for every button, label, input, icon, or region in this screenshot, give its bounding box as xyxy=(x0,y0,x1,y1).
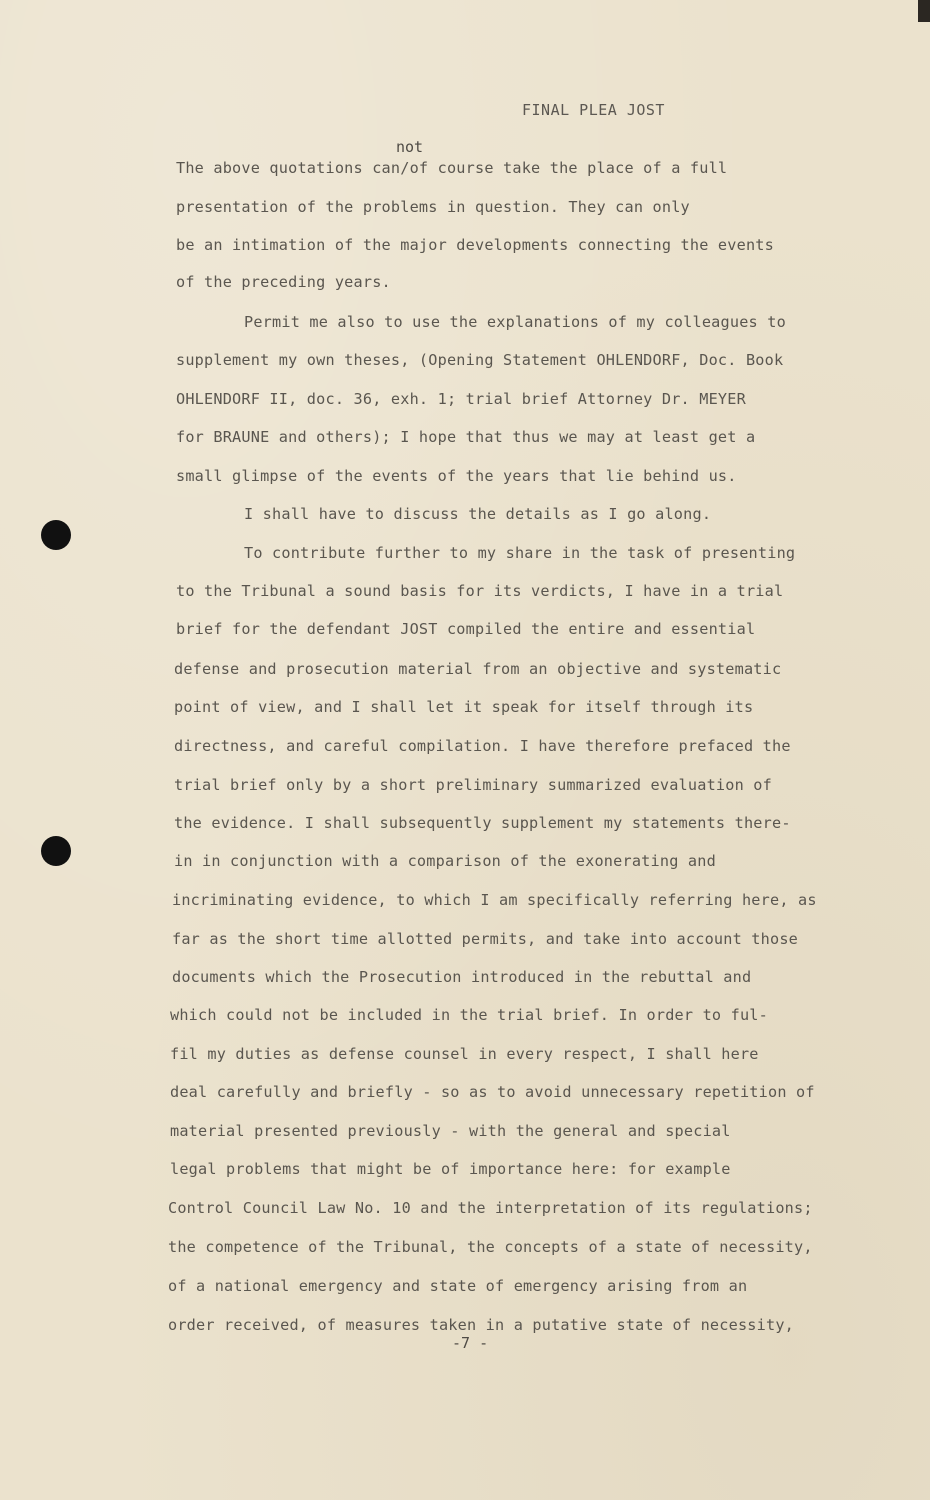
body-line: the competence of the Tribunal, the concepts of a state of necessity, xyxy=(168,1238,813,1256)
body-line: of a national emergency and state of emergency arising from an xyxy=(168,1277,748,1295)
body-line: of the preceding years. xyxy=(176,273,391,291)
body-line: point of view, and I shall let it speak for itself through its xyxy=(174,698,754,716)
body-line: documents which the Prosecution introduced in the rebuttal and xyxy=(172,968,752,986)
body-line: small glimpse of the events of the years that lie behind us. xyxy=(176,467,737,485)
body-line: in in conjunction with a comparison of the exonerating and xyxy=(174,852,716,870)
body-line: presentation of the problems in question. They can only xyxy=(176,198,690,216)
body-line: be an intimation of the major developments connecting the events xyxy=(176,236,774,254)
body-line: to the Tribunal a sound basis for its verdicts, I have in a trial xyxy=(176,582,784,600)
body-line: the evidence. I shall subsequently supplement my statements there- xyxy=(174,814,791,832)
body-line: for BRAUNE and others); I hope that thus we may at least get a xyxy=(176,428,756,446)
body-line: Permit me also to use the explanations of my colleagues to xyxy=(244,313,786,331)
body-line: order received, of measures taken in a putative state of necessity, xyxy=(168,1316,795,1334)
page-number: -7 - xyxy=(452,1334,489,1352)
punch-hole-lower xyxy=(41,836,71,866)
body-line: I shall have to discuss the details as I go along. xyxy=(244,505,712,523)
body-line: far as the short time allotted permits, and take into account those xyxy=(172,930,799,948)
body-line: The above quotations can/of course take the place of a full xyxy=(176,159,728,177)
body-line: trial brief only by a short preliminary summarized evaluation of xyxy=(174,776,772,794)
body-line: directness, and careful compilation. I have therefore prefaced the xyxy=(174,737,791,755)
body-line: OHLENDORF II, doc. 36, exh. 1; trial brief Attorney Dr. MEYER xyxy=(176,390,746,408)
corner-tab-mark xyxy=(918,0,930,22)
page-header: FINAL PLEA JOST xyxy=(522,101,665,119)
body-line: supplement my own theses, (Opening Statement OHLENDORF, Doc. Book xyxy=(176,351,784,369)
body-line: deal carefully and briefly - so as to avoid unnecessary repetition of xyxy=(170,1083,815,1101)
handwritten-insertion: not xyxy=(396,138,424,156)
body-line: legal problems that might be of importance here: for example xyxy=(170,1160,731,1178)
body-line: incriminating evidence, to which I am specifically referring here, as xyxy=(172,891,817,909)
body-line: brief for the defendant JOST compiled the entire and essential xyxy=(176,620,756,638)
body-line: which could not be included in the trial brief. In order to ful- xyxy=(170,1006,768,1024)
body-line: Control Council Law No. 10 and the interpretation of its regulations; xyxy=(168,1199,813,1217)
body-line: fil my duties as defense counsel in every respect, I shall here xyxy=(170,1045,759,1063)
punch-hole-upper xyxy=(41,520,71,550)
body-line: defense and prosecution material from an objective and systematic xyxy=(174,660,782,678)
body-line: To contribute further to my share in the task of presenting xyxy=(244,544,796,562)
body-line: material presented previously - with the general and special xyxy=(170,1122,731,1140)
